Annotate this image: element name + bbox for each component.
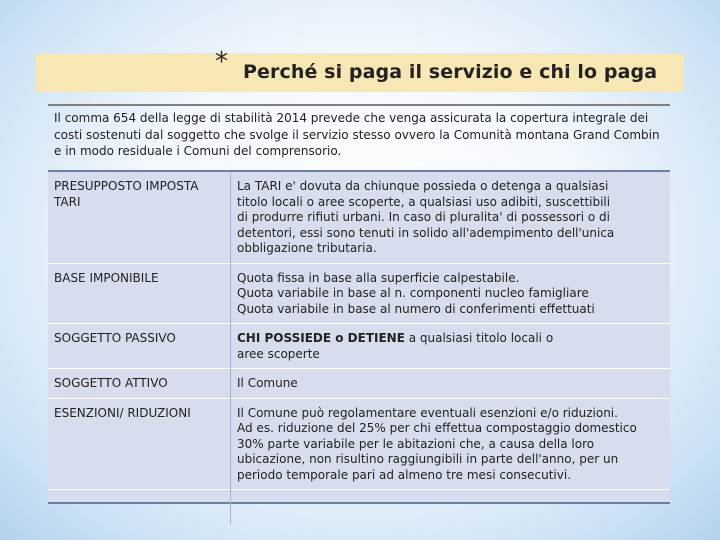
tari-table (48, 170, 670, 504)
row-value: CHI POSSIEDE o DETIENE a qualsiasi titolo locali o aree scoperte (237, 331, 554, 361)
row-value: Il Comune può regolamentare eventuali esenzioni e/o riduzioni. Ad es. riduzione del 25% per chi effettua compostaggio domestico 30% parte variabile per le abitazioni che, a causa della loro ubicazione, non risultino raggiungibili in parte dell'anno, per un periodo temporale pari ad almeno tre mesi consecutivi. (237, 405, 637, 482)
row-label (48, 490, 231, 526)
table-row (48, 369, 670, 399)
row-value (231, 490, 671, 526)
intro-text: Il comma 654 della legge di stabilità 2014 prevede che venga assicurata la copertura integrale dei costi sostenuti dal soggetto che svolge il servizio stesso ovvero la Comunità montana Grand Combin e in modo residuale i Comuni del comprensorio. (48, 104, 670, 162)
row-value: Quota fissa in base alla superficie calpestabile. Quota variabile in base al n. componenti nucleo famigliare Quota variabile in base al numero di conferimenti effettuati (237, 270, 595, 316)
table-row (48, 263, 670, 324)
table-row (48, 398, 670, 490)
table-row (48, 324, 670, 369)
row-label: SOGGETTO PASSIVO (48, 324, 231, 369)
row-value: La TARI e' dovuta da chiunque possieda o detenga a qualsiasi titolo locali o aree scoperte, a qualsiasi uso adibiti, suscettibili di produrre rifiuti urbani. In caso di pluralita' di possessori o di detentori, essi sono tenuti in solido all'adempimento dell'unica obbligazione tributaria. (237, 179, 615, 255)
row-label: SOGGETTO ATTIVO (48, 369, 231, 399)
row-label: ESENZIONI/ RIDUZIONI (48, 398, 231, 490)
row-value: Il Comune (237, 376, 298, 390)
row-label: BASE IMPONIBILE (48, 263, 231, 324)
row-label: PRESUPPOSTO IMPOSTA TARI (48, 172, 231, 263)
bullet-icon: * (215, 47, 228, 77)
slide-title: Perché si paga il servizio e chi lo paga (243, 61, 658, 83)
table-row (48, 490, 670, 526)
table-row (48, 172, 670, 263)
